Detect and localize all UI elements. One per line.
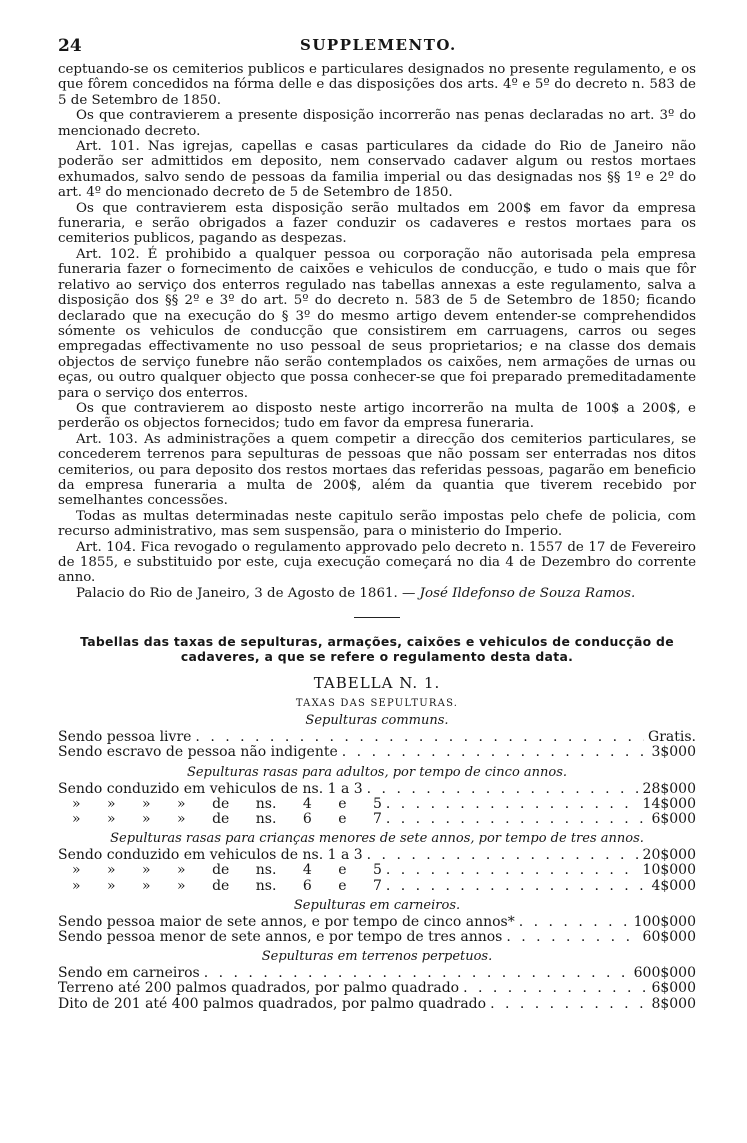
table-name: TABELLA N. 1. — [313, 674, 441, 693]
paragraph: Os que contravierem a presente disposição incorrerão nas penas declaradas no art. 3º do mencionado decreto. — [58, 108, 696, 139]
document-page — [58, 36, 696, 1012]
paragraph: Todas as multas determinadas neste capitulo serão impostas pelo chefe de policia, com recurso administrativo, mas sem suspensão, para o ministerio do Imperio. — [58, 508, 696, 540]
row-value: 6$000 — [651, 980, 696, 997]
leader-dots — [367, 848, 639, 863]
paragraph: Art. 104. Fica revogado o regulamento approvado pelo decreto n. 1557 de 17 de Fevereiro de 1855, e substituido por este, cuja execução começará no dia 4 de Dezembro do corrente anno. — [58, 539, 696, 586]
row-value: 60$000 — [642, 929, 696, 946]
fee-table — [58, 713, 696, 1012]
row-label: » » » » de ns. 4 e 5 — [72, 795, 382, 812]
leader-dots — [204, 966, 630, 981]
table-row — [58, 797, 696, 812]
page-header — [58, 36, 696, 62]
row-label: Terreno até 200 palmos quadrados, por palmo quadrado — [58, 980, 460, 997]
signature: José Ildefonso de Souza Ramos. — [419, 585, 636, 601]
row-label: » » » » de ns. 4 e 5 — [72, 862, 382, 879]
row-value: 3$000 — [651, 744, 696, 761]
paragraph: Os que contravierem ao disposto neste artigo incorrerão na multa de 100$ a 200$, e perderão os objectos fornecidos; tudo em favor da empresa funeraria. — [58, 400, 696, 432]
row-value: 20$000 — [642, 847, 696, 864]
leader-dots — [386, 863, 639, 878]
table-row — [58, 915, 696, 930]
leader-dots — [506, 930, 638, 945]
section-title: Sepulturas rasas para crianças menores de sete annos, por tempo de tres annos. — [110, 831, 644, 847]
leader-dots — [342, 745, 648, 760]
body-text — [58, 62, 696, 601]
row-label: Sendo em carneiros — [58, 965, 200, 982]
table-row — [58, 930, 696, 945]
table-row — [58, 879, 696, 894]
table-row — [58, 981, 696, 996]
place-date: Palacio do Rio de Janeiro, 3 de Agosto de 1861. — — [76, 585, 416, 601]
row-value: 100$000 — [633, 913, 696, 930]
table-row — [58, 997, 696, 1012]
table-row — [58, 966, 696, 981]
table-row — [58, 730, 696, 745]
leader-dots — [386, 812, 648, 827]
row-value: 4$000 — [651, 877, 696, 894]
row-label: Sendo escravo de pessoa não indigente — [58, 744, 338, 761]
leader-dots — [463, 981, 647, 996]
row-value: Gratis. — [648, 729, 696, 746]
section-divider — [354, 617, 400, 618]
paragraph: Os que contravierem esta disposição serão multados em 200$ em favor da empresa funeraria, e serão obrigados a fazer conduzir os cadaveres e restos mortaes para os cemiterios publicos, pagando as despezas. — [58, 200, 696, 247]
paragraph: Art. 101. Nas igrejas, capellas e casas particulares da cidade do Rio de Janeiro não poderão ser admittidos em deposito, nem conservado cadaver algum ou restos mortaes exhumados, salvo sendo de pessoas da familia imperial ou das designadas nos §§ 1º e 2º do art. 4º do mencionado decreto de 5 de Setembro de 1850. — [58, 139, 696, 201]
running-title: SUPPLEMENTO. — [300, 36, 457, 54]
row-value: 8$000 — [651, 995, 696, 1012]
page-number: 24 — [58, 36, 82, 56]
leader-dots — [490, 997, 647, 1012]
row-label: » » » » de ns. 6 e 7 — [72, 811, 382, 828]
row-label: Sendo pessoa maior de sete annos, e por tempo de cinco annos* — [58, 913, 515, 930]
row-label: Sendo pessoa menor de sete annos, e por tempo de tres annos — [58, 929, 503, 946]
table-row — [58, 782, 696, 797]
paragraph: ceptuando-se os cemiterios publicos e particulares designados no presente regulamento, e os que fôrem concedidos na fórma delle e das disposições dos arts. 4º e 5º do decreto n. 583 de 5 de Setembro de 1850. — [58, 62, 696, 108]
row-label: Sendo conduzido em vehiculos de ns. 1 a 3 — [58, 847, 363, 864]
closing-line — [58, 586, 696, 601]
leader-dots — [386, 797, 639, 812]
table-row — [58, 812, 696, 827]
row-label: Sendo conduzido em vehiculos de ns. 1 a 3 — [58, 780, 363, 797]
row-value: 10$000 — [642, 862, 696, 879]
row-value: 6$000 — [651, 811, 696, 828]
row-value: 14$000 — [642, 795, 696, 812]
leader-dots — [195, 730, 644, 745]
leader-dots — [386, 879, 648, 894]
table-subtitle: TAXAS DAS SEPULTURAS. — [295, 698, 459, 710]
row-label: » » » » de ns. 6 e 7 — [72, 877, 382, 894]
table-row — [58, 863, 696, 878]
paragraph: Art. 102. É prohibido a qualquer pessoa ou corporação não autorisada pela empresa funeraria fazer o fornecimento de caixões e vehiculos de conducção, e tudo o mais que fôr relativo ao serviço dos enterros regulado nas tabellas annexas a este regulamento, salva a disposição dos §§ 2º e 3º do art. 5º do decreto n. 583 de 5 de Setembro de 1850; ficando declarado que na execução do § 3º do mesmo artigo devem entender-se comprehendidos sómente os vehiculos de conducção que consistirem em carruagens, carros ou seges empregadas effectivamente no uso pessoal de seus proprietarios; e na classe dos demais objectos de serviço funebre não serão contemplados os caixões, nem armações de urnas ou eças, ou outro qualquer objecto que possa conhecer-se que foi preparado premeditadamente para o serviço dos enterros. — [58, 246, 696, 401]
section-title: Sepulturas rasas para adultos, por tempo de cinco annos. — [186, 764, 568, 780]
leader-dots — [519, 915, 630, 930]
paragraph: Art. 103. As administrações a quem competir a direcção dos cemiterios particulares, se concederem terrenos para sepulturas de pessoas que não possam ser enterradas nos ditos cemiterios, ou para deposito dos restos mortaes das referidas pessoas, pagarão em beneficio da empresa funeraria a multa de 200$, além da quantia que tiverem recebido por semelhantes concessões. — [58, 431, 696, 509]
section-title: Sepulturas em carneiros. — [293, 897, 461, 913]
section-title: Sepulturas em terrenos perpetuos. — [261, 949, 493, 965]
table-row — [58, 745, 696, 760]
leader-dots — [367, 782, 639, 797]
row-label: Sendo pessoa livre — [58, 729, 192, 746]
section-title: Sepulturas communs. — [305, 713, 449, 729]
row-value: 28$000 — [642, 780, 696, 797]
tables-title: Tabellas das taxas de sepulturas, armações, caixões e vehiculos de conducção de cadaveres, a que se refere o regulamento desta data. — [80, 634, 674, 665]
row-label: Dito de 201 até 400 palmos quadrados, por palmo quadrado — [58, 995, 487, 1012]
table-row — [58, 848, 696, 863]
row-value: 600$000 — [633, 965, 696, 982]
